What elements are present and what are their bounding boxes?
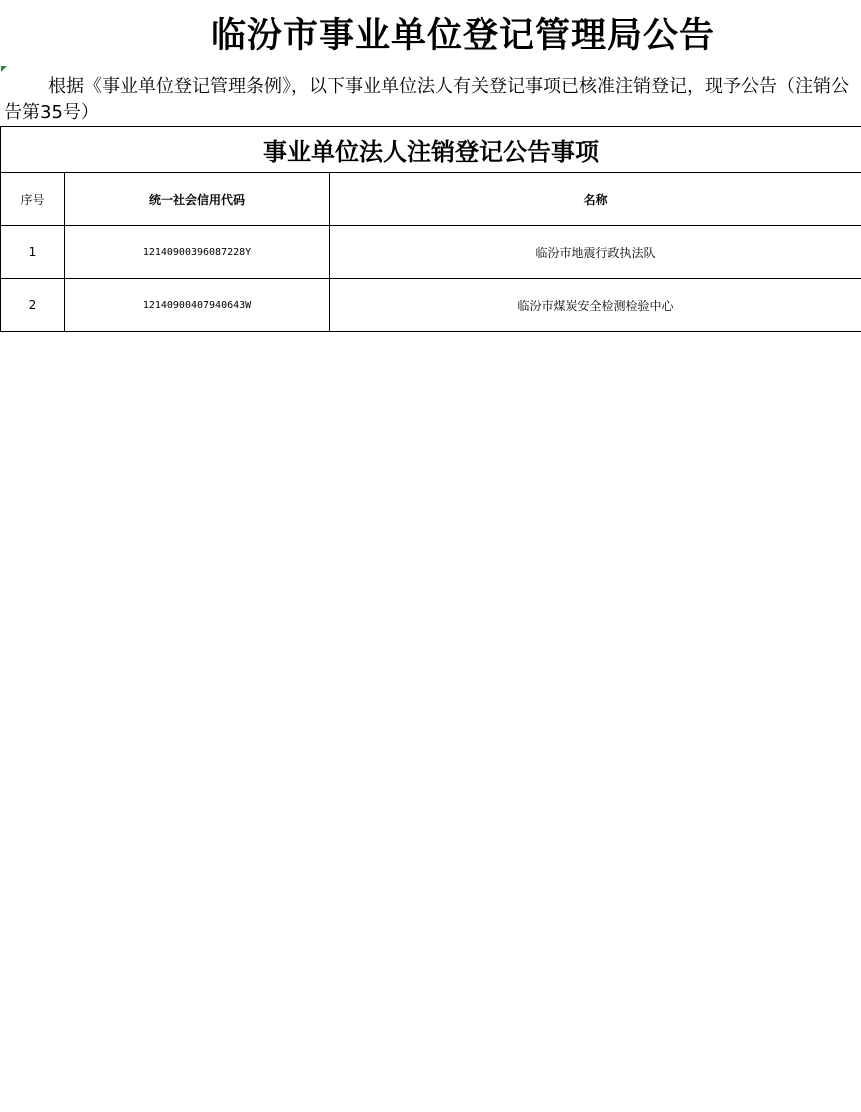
table-row xyxy=(1,279,861,332)
deregistration-table xyxy=(0,126,861,332)
row-credit-code: 12140900407940643W xyxy=(65,279,330,332)
column-header-name: 名称 xyxy=(330,173,861,226)
row-seq: 2 xyxy=(1,279,65,332)
table-title-row xyxy=(1,127,861,173)
table-header-row xyxy=(1,173,861,226)
document-title: 临汾市事业单位登记管理局公告 xyxy=(210,15,715,56)
row-unit-name: 临汾市地震行政执法队 xyxy=(330,226,861,279)
column-header-code: 统一社会信用代码 xyxy=(65,173,330,226)
corner-marker-icon xyxy=(1,66,7,72)
row-unit-name: 临汾市煤炭安全检测检验中心 xyxy=(330,279,861,332)
row-credit-code: 12140900396087228Y xyxy=(65,226,330,279)
intro-paragraph: 根据《事业单位登记管理条例》，以下事业单位法人有关登记事项已核准注销登记，现予公告（注销公告第35号） xyxy=(4,76,849,123)
row-seq: 1 xyxy=(1,226,65,279)
column-header-seq: 序号 xyxy=(1,173,65,226)
table-row xyxy=(1,226,861,279)
table-title: 事业单位法人注销登记公告事项 xyxy=(1,127,861,173)
